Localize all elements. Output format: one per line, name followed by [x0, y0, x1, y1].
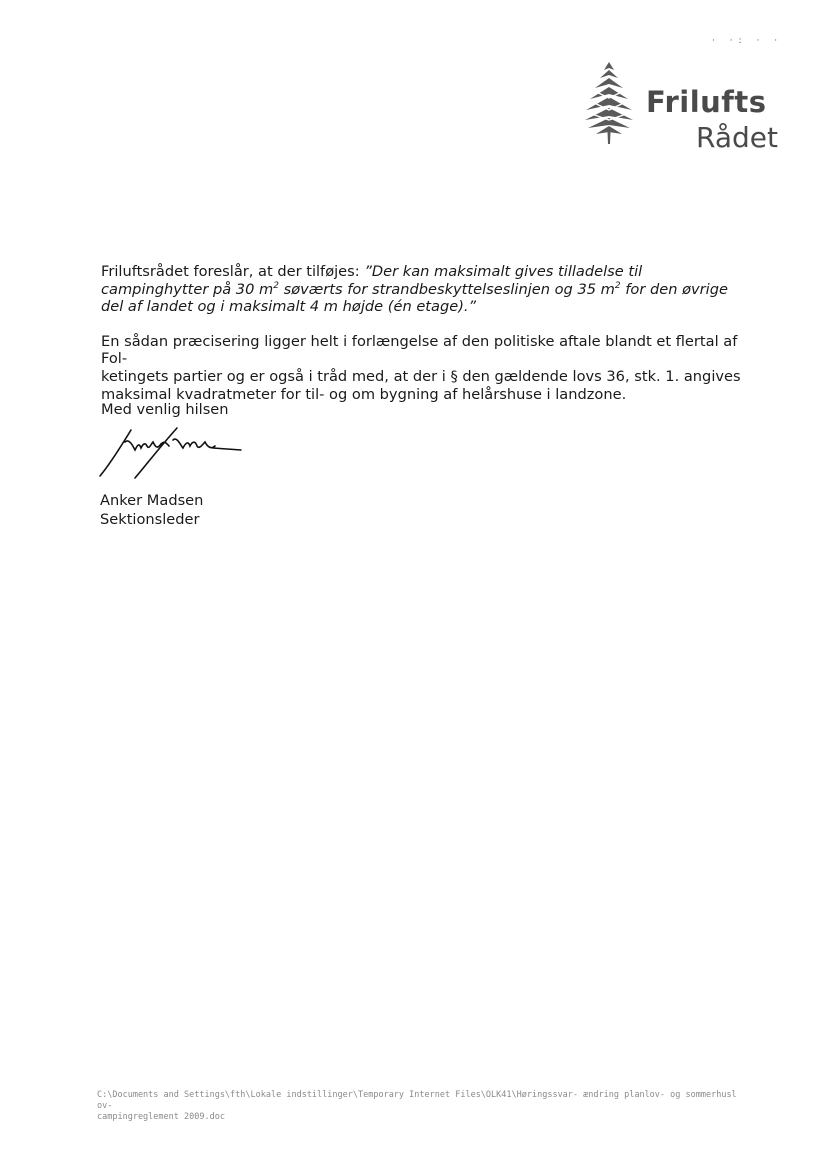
- letter-body: [101, 263, 741, 420]
- handwritten-signature: [95, 424, 245, 484]
- logo-word-frilufts: Frilufts: [646, 85, 767, 119]
- signer-title: Sektionsleder: [100, 511, 200, 528]
- file-path-line-2: campingreglement 2009.doc: [97, 1112, 225, 1122]
- justification-line-3: maksimal kvadratmeter for til- og om bygning af helårshuse i landzone.: [101, 385, 627, 403]
- justification-line-1: En sådan præcisering ligger helt i forlængelse af den politiske aftale blandt et flertal af Fol-: [101, 332, 738, 368]
- signer-name: Anker Madsen: [100, 492, 204, 509]
- closing-salutation: Med venlig hilsen: [101, 401, 229, 418]
- quote-part-b: søværts for strandbeskyttelseslinjen og 35 m: [278, 280, 615, 298]
- proposal-paragraph: [101, 263, 741, 316]
- leaf-logo-icon: [578, 60, 640, 145]
- file-path-line-1: C:\Documents and Settings\fth\Lokale indstillinger\Temporary Internet Files\OLK41\Høringssvar- ændring planlov- og sommerhuslov-: [97, 1090, 737, 1111]
- quote-part-a: ”Der kan maksimalt gives tilladelse til campinghytter på 30 m: [101, 263, 643, 298]
- logo-word-raadet: Rådet: [696, 121, 778, 154]
- superscript-2b: 2: [614, 280, 621, 291]
- superscript-2: 2: [273, 280, 279, 291]
- quote-part-c: for den øvrige del af landet og i maksimalt 4 m højde (én etage).”: [101, 280, 728, 316]
- scan-artifact: · ·: · ·: [712, 36, 784, 46]
- proposal-intro: Friluftsrådet foreslår, at der tilføjes:: [101, 263, 365, 280]
- justification-paragraph: [101, 333, 741, 403]
- signer-block: [100, 491, 203, 529]
- friluftsraadet-logo: [578, 60, 778, 155]
- file-path-footer: [97, 1090, 737, 1123]
- justification-line-2: ketingets partier og er også i tråd med, at der i § den gældende lovs 36, stk. 1. angives: [101, 367, 741, 385]
